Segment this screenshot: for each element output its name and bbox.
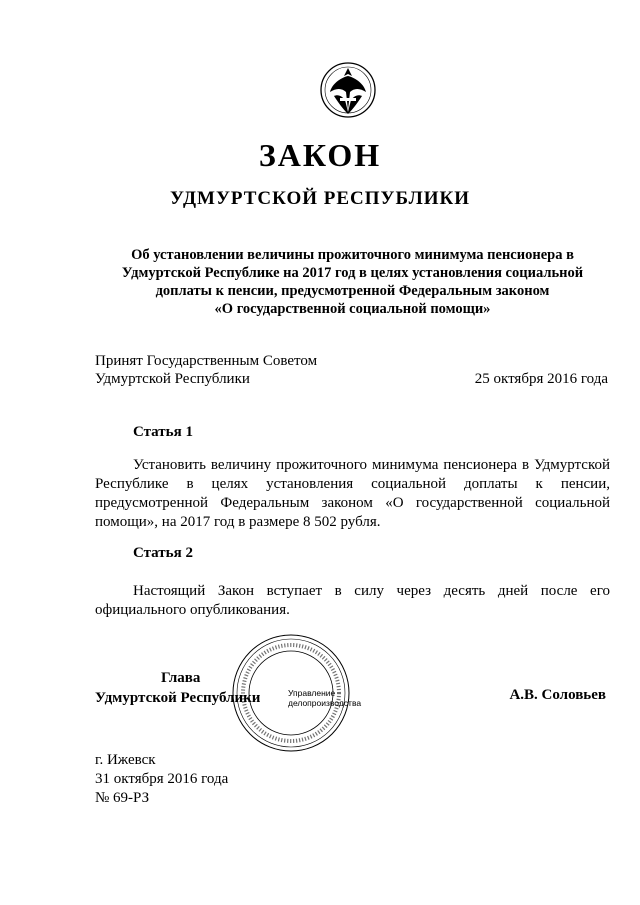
document-title: ЗАКОН bbox=[258, 137, 382, 173]
stamp-text-line: делопроизводства bbox=[288, 698, 362, 708]
adopted-by-line: Удмуртской Республики bbox=[95, 371, 250, 387]
document-subtitle: УДМУРТСКОЙ РЕСПУБЛИКИ bbox=[169, 188, 471, 209]
adopted-by bbox=[95, 352, 317, 388]
article-1-title: Статья 1 bbox=[133, 424, 193, 440]
law-heading-line: «О государственной социальной помощи» bbox=[214, 301, 491, 317]
footer-number: № 69-РЗ bbox=[95, 790, 150, 806]
footer-city: г. Ижевск bbox=[95, 752, 156, 768]
stamp-text-line: Управление bbox=[288, 688, 336, 698]
law-heading-line: доплаты к пенсии, предусмотренной Федеральным законом bbox=[155, 283, 550, 299]
coat-of-arms-emblem bbox=[318, 58, 378, 122]
article-1-text: Установить величину прожиточного минимума пенсионера в Удмуртской Республике в целях установления социальной доплаты к пенсии, предусмотренной Федеральным законом «О государственной социальной помощи», на 2017 год в размере 8 502 рубля. bbox=[95, 457, 610, 530]
article-2-title: Статья 2 bbox=[133, 545, 193, 561]
signer-title bbox=[95, 668, 295, 708]
adopted-date: 25 октября 2016 года bbox=[474, 371, 608, 387]
law-heading-line: Об установлении величины прожиточного минимума пенсионера в bbox=[131, 247, 574, 263]
signer-name: А.В. Соловьев bbox=[509, 687, 606, 703]
article-2-text: Настоящий Закон вступает в силу через десять дней после его официального опубликования. bbox=[95, 583, 610, 618]
signer-title-line: Удмуртской Республики bbox=[95, 690, 261, 706]
document-footer bbox=[95, 751, 228, 808]
adopted-by-line: Принят Государственным Советом bbox=[95, 353, 318, 369]
law-heading-line: Удмуртской Республике на 2017 год в целях установления социальной bbox=[121, 265, 584, 281]
law-heading bbox=[95, 246, 610, 318]
signer-title-line: Глава bbox=[161, 670, 201, 686]
footer-date: 31 октября 2016 года bbox=[95, 771, 229, 787]
